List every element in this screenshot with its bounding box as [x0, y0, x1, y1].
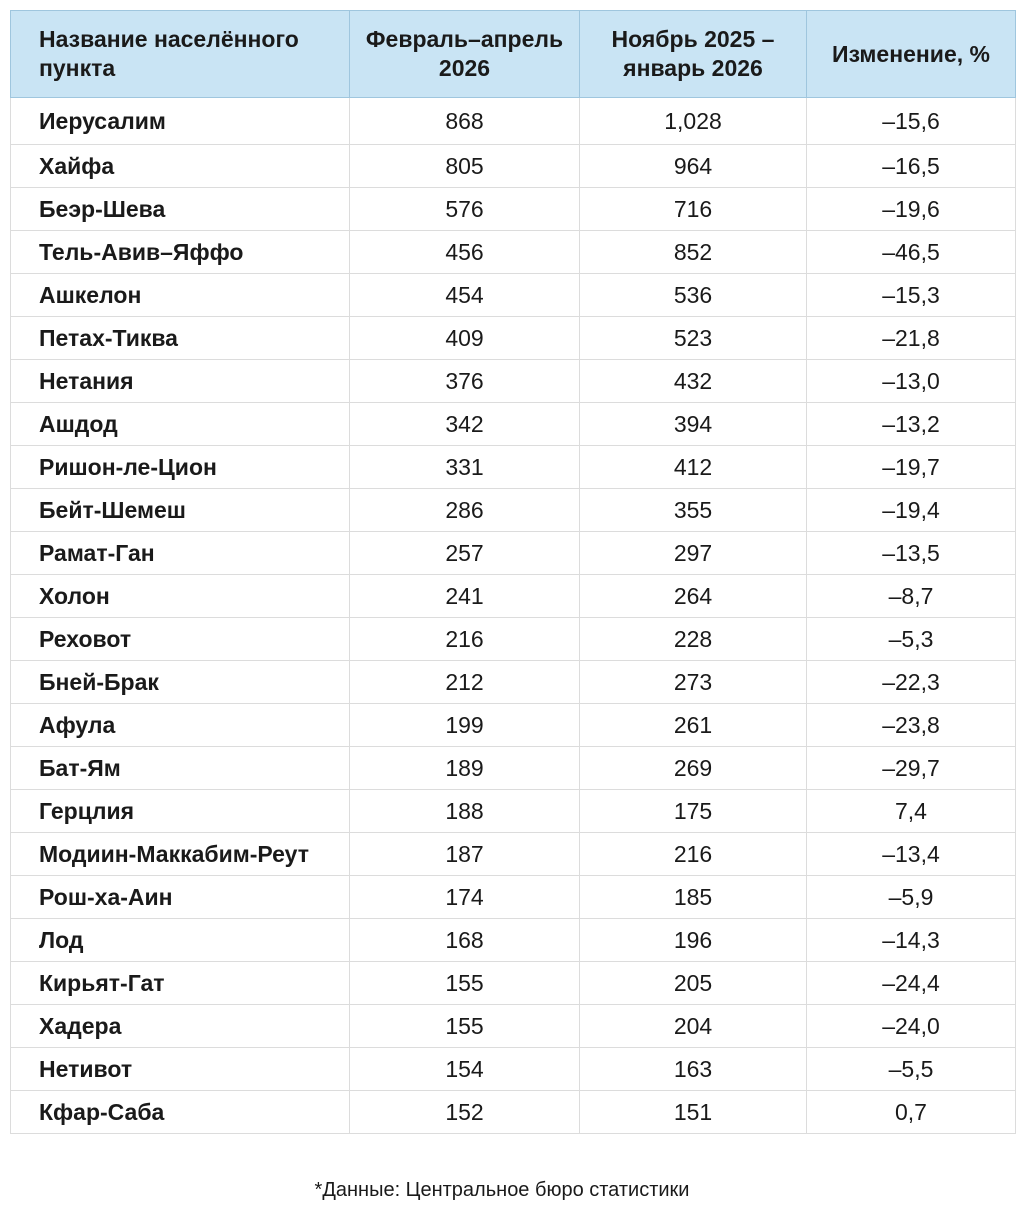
cell-change-pct: –16,5	[807, 145, 1016, 188]
table-row	[11, 317, 1016, 360]
cell-nov-2025-jan-2026: 228	[580, 618, 807, 661]
cell-change-pct: –19,4	[807, 489, 1016, 532]
cell-nov-2025-jan-2026: 175	[580, 790, 807, 833]
cell-feb-apr-2026: 376	[350, 360, 580, 403]
cell-nov-2025-jan-2026: 964	[580, 145, 807, 188]
cell-feb-apr-2026: 868	[350, 98, 580, 145]
cell-feb-apr-2026: 212	[350, 661, 580, 704]
cell-nov-2025-jan-2026: 151	[580, 1091, 807, 1134]
cell-change-pct: –24,4	[807, 962, 1016, 1005]
cell-nov-2025-jan-2026: 432	[580, 360, 807, 403]
cell-feb-apr-2026: 454	[350, 274, 580, 317]
cell-change-pct: –8,7	[807, 575, 1016, 618]
cell-city: Бат-Ям	[11, 747, 350, 790]
cell-feb-apr-2026: 155	[350, 962, 580, 1005]
table-row	[11, 618, 1016, 661]
cell-city: Тель-Авив–Яффо	[11, 231, 350, 274]
cell-feb-apr-2026: 154	[350, 1048, 580, 1091]
table-row	[11, 98, 1016, 145]
table-row	[11, 188, 1016, 231]
cell-feb-apr-2026: 331	[350, 446, 580, 489]
cell-city: Нетивот	[11, 1048, 350, 1091]
cell-city: Модиин-Маккабим-Реут	[11, 833, 350, 876]
table-row	[11, 231, 1016, 274]
cell-change-pct: 7,4	[807, 790, 1016, 833]
cell-nov-2025-jan-2026: 852	[580, 231, 807, 274]
table-row	[11, 833, 1016, 876]
cell-change-pct: –14,3	[807, 919, 1016, 962]
cell-nov-2025-jan-2026: 536	[580, 274, 807, 317]
cell-change-pct: –5,3	[807, 618, 1016, 661]
cell-nov-2025-jan-2026: 523	[580, 317, 807, 360]
table-row	[11, 704, 1016, 747]
cell-change-pct: –46,5	[807, 231, 1016, 274]
cell-city: Ашдод	[11, 403, 350, 446]
cell-feb-apr-2026: 168	[350, 919, 580, 962]
table-row	[11, 661, 1016, 704]
cell-city: Рош-ха-Аин	[11, 876, 350, 919]
cell-city: Ашкелон	[11, 274, 350, 317]
cell-city: Афула	[11, 704, 350, 747]
cell-feb-apr-2026: 188	[350, 790, 580, 833]
cell-feb-apr-2026: 257	[350, 532, 580, 575]
cell-change-pct: –19,6	[807, 188, 1016, 231]
cell-city: Холон	[11, 575, 350, 618]
cell-feb-apr-2026: 152	[350, 1091, 580, 1134]
cell-city: Хайфа	[11, 145, 350, 188]
cell-nov-2025-jan-2026: 273	[580, 661, 807, 704]
column-header-city: Название населённого пункта	[11, 11, 350, 98]
cell-change-pct: –21,8	[807, 317, 1016, 360]
cell-change-pct: 0,7	[807, 1091, 1016, 1134]
cell-change-pct: –24,0	[807, 1005, 1016, 1048]
cell-feb-apr-2026: 576	[350, 188, 580, 231]
cell-city: Бейт-Шемеш	[11, 489, 350, 532]
header-row	[11, 11, 1016, 98]
cell-change-pct: –22,3	[807, 661, 1016, 704]
cell-nov-2025-jan-2026: 196	[580, 919, 807, 962]
cell-nov-2025-jan-2026: 355	[580, 489, 807, 532]
cell-feb-apr-2026: 342	[350, 403, 580, 446]
cell-city: Кфар-Саба	[11, 1091, 350, 1134]
cell-city: Бней-Брак	[11, 661, 350, 704]
cell-change-pct: –13,0	[807, 360, 1016, 403]
cell-feb-apr-2026: 286	[350, 489, 580, 532]
table-row	[11, 274, 1016, 317]
cell-change-pct: –19,7	[807, 446, 1016, 489]
cell-feb-apr-2026: 805	[350, 145, 580, 188]
table-row	[11, 1005, 1016, 1048]
cell-change-pct: –15,3	[807, 274, 1016, 317]
table-row	[11, 575, 1016, 618]
cell-nov-2025-jan-2026: 412	[580, 446, 807, 489]
cell-change-pct: –5,5	[807, 1048, 1016, 1091]
cell-change-pct: –13,4	[807, 833, 1016, 876]
table-row	[11, 145, 1016, 188]
cell-feb-apr-2026: 216	[350, 618, 580, 661]
city-statistics-table	[10, 10, 1016, 1134]
source-footnote: *Данные: Центральное бюро статистики	[314, 1179, 690, 1201]
cell-city: Беэр-Шева	[11, 188, 350, 231]
cell-nov-2025-jan-2026: 205	[580, 962, 807, 1005]
cell-change-pct: –29,7	[807, 747, 1016, 790]
cell-feb-apr-2026: 241	[350, 575, 580, 618]
table-header	[11, 11, 1016, 98]
column-header-feb-apr-2026: Февраль–апрель 2026	[350, 11, 580, 98]
cell-city: Хадера	[11, 1005, 350, 1048]
cell-feb-apr-2026: 409	[350, 317, 580, 360]
cell-nov-2025-jan-2026: 185	[580, 876, 807, 919]
cell-change-pct: –15,6	[807, 98, 1016, 145]
table-row	[11, 403, 1016, 446]
table-row	[11, 747, 1016, 790]
cell-nov-2025-jan-2026: 716	[580, 188, 807, 231]
cell-nov-2025-jan-2026: 1,028	[580, 98, 807, 145]
cell-nov-2025-jan-2026: 216	[580, 833, 807, 876]
cell-nov-2025-jan-2026: 297	[580, 532, 807, 575]
table-row	[11, 1091, 1016, 1134]
table-row	[11, 1048, 1016, 1091]
cell-city: Рамат-Ган	[11, 532, 350, 575]
cell-feb-apr-2026: 456	[350, 231, 580, 274]
table-row	[11, 360, 1016, 403]
column-header-nov-2025-jan-2026: Ноябрь 2025 – январь 2026	[580, 11, 807, 98]
cell-city: Реховот	[11, 618, 350, 661]
table-body	[11, 98, 1016, 1134]
cell-city: Лод	[11, 919, 350, 962]
cell-change-pct: –5,9	[807, 876, 1016, 919]
cell-city: Кирьят-Гат	[11, 962, 350, 1005]
cell-feb-apr-2026: 155	[350, 1005, 580, 1048]
statistics-table-container	[10, 10, 1015, 1134]
table-row	[11, 489, 1016, 532]
table-row	[11, 919, 1016, 962]
cell-nov-2025-jan-2026: 264	[580, 575, 807, 618]
cell-change-pct: –13,2	[807, 403, 1016, 446]
cell-city: Петах-Тиква	[11, 317, 350, 360]
table-row	[11, 962, 1016, 1005]
table-row	[11, 532, 1016, 575]
table-row	[11, 446, 1016, 489]
table-row	[11, 876, 1016, 919]
cell-nov-2025-jan-2026: 261	[580, 704, 807, 747]
cell-feb-apr-2026: 187	[350, 833, 580, 876]
cell-city: Ришон-ле-Цион	[11, 446, 350, 489]
cell-nov-2025-jan-2026: 204	[580, 1005, 807, 1048]
cell-nov-2025-jan-2026: 269	[580, 747, 807, 790]
table-row	[11, 790, 1016, 833]
cell-feb-apr-2026: 174	[350, 876, 580, 919]
cell-nov-2025-jan-2026: 163	[580, 1048, 807, 1091]
cell-change-pct: –13,5	[807, 532, 1016, 575]
cell-city: Иерусалим	[11, 98, 350, 145]
column-header-change-pct: Изменение, %	[807, 11, 1016, 98]
cell-city: Герцлия	[11, 790, 350, 833]
cell-city: Нетания	[11, 360, 350, 403]
cell-nov-2025-jan-2026: 394	[580, 403, 807, 446]
cell-feb-apr-2026: 189	[350, 747, 580, 790]
cell-change-pct: –23,8	[807, 704, 1016, 747]
cell-feb-apr-2026: 199	[350, 704, 580, 747]
